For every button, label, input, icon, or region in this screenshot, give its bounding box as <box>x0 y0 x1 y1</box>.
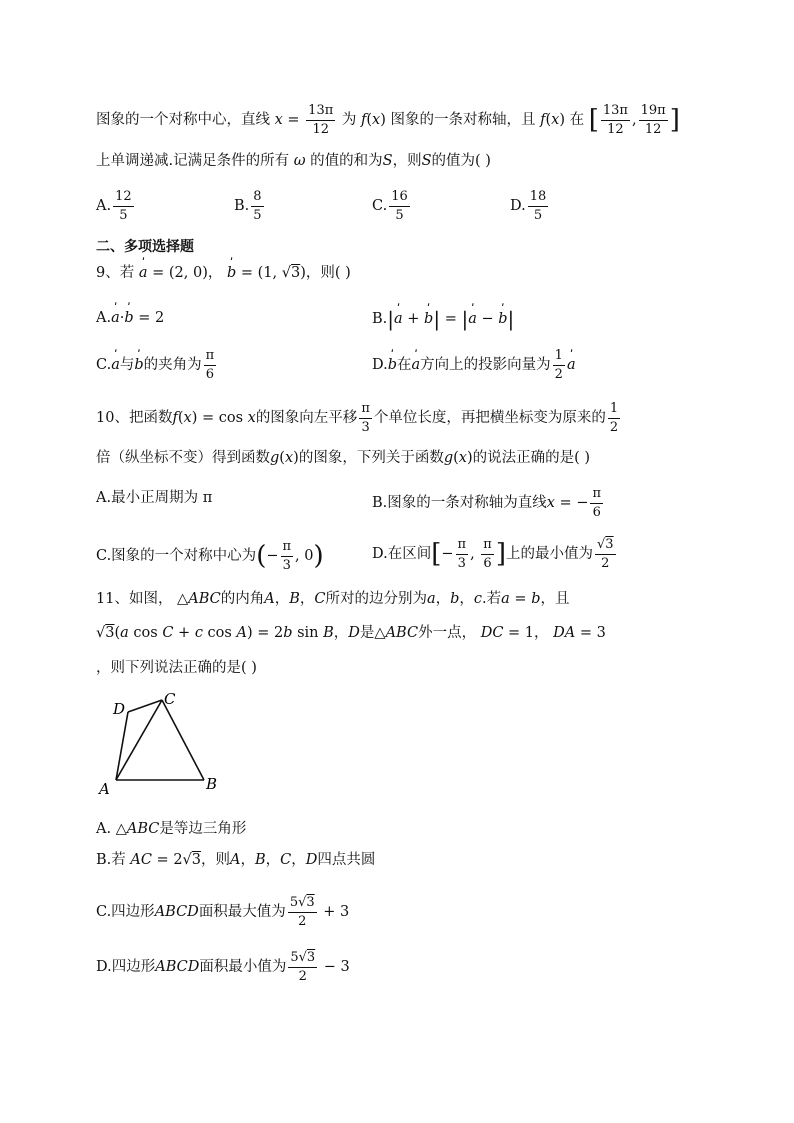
q9-option-a: A.ˈ a·ˈ b = 2 <box>96 311 164 326</box>
q10-stem: 10、把函数f(x) = cos x的图象向左平移 $\frac{\pi}{3}$ 个单位长度，再把横坐标变为原来的 $\frac{1}{2}$ <box>96 401 619 435</box>
q9-optc-c: 的夹角为 <box>143 357 202 374</box>
q9-stem-c: ，则( ) <box>305 265 351 281</box>
q10-optc: C.图象的一个对称中心为 <box>96 548 257 565</box>
q11-optb-a: B.若 <box>96 852 126 868</box>
q9-optd-b: 在 <box>397 357 412 374</box>
q10-option-a: A.最小正周期为 π <box>96 490 213 506</box>
label-d: D <box>113 700 126 718</box>
q9-option-b: B.|ˈ a + ˈ b| = |ˈ a − ˈ b| <box>372 309 514 329</box>
math: f <box>360 112 367 129</box>
q9-stem: 9、若 ˈ a = (2, 0)， ˈ b = (1, √3)，则( ) <box>96 266 351 281</box>
option-num: 18 <box>528 190 549 207</box>
q11-option-c: C.四边形ABCD面积最大值为 $\frac{5√3}{2}$ + 3 <box>96 895 350 929</box>
q8-line2-b: 的值的和为 <box>310 153 383 169</box>
option-den: 5 <box>119 207 128 223</box>
q11-line2: √3(a cos C + c cos A) = 2b sin B，D是△ABC外一点， DC = 1， DA = 3 <box>96 625 606 641</box>
option-label: A. <box>96 198 112 215</box>
q8-text-a: 图象的一个对称中心，直线 <box>96 112 270 129</box>
q8-line2-c: ，则 <box>392 153 422 169</box>
q8-line2-d: 的值为( ) <box>431 153 491 169</box>
option-den: 5 <box>533 207 543 223</box>
q11-stem-e: ，且 <box>540 591 570 607</box>
q10-option-b: B.图象的一条对称轴为直线x = − $\frac{\pi}{6}$ <box>372 486 602 520</box>
q10-line2-c: 的说法正确的是( ) <box>472 450 591 466</box>
math: x <box>274 112 283 129</box>
q10-optd-a: D.在区间 <box>372 546 432 563</box>
q9-stem-b: ， <box>207 265 223 281</box>
option-num: 12 <box>113 190 134 207</box>
q11-option-a: A. △ABC是等边三角形 <box>96 821 247 837</box>
q11-stem-a: 11、如图， <box>96 591 173 607</box>
q8-option-b <box>234 190 266 222</box>
math: f <box>540 112 546 129</box>
option-den: 5 <box>395 207 404 223</box>
q11-line2-d: 外一点， <box>418 625 477 641</box>
q8-text-d: 在 <box>569 112 585 129</box>
q11-option-b: B.若 AC = 2√3，则A，B，C，D四点共圆 <box>96 852 376 868</box>
q11-stem-b: 的内角 <box>220 591 265 607</box>
q8-text-b: 为 <box>341 112 357 129</box>
q10-stem-a: 10、把函数 <box>96 410 173 427</box>
q11-opta-b: 是等边三角形 <box>159 821 247 837</box>
option-label: A. <box>96 310 112 326</box>
q9-stem-a: 9、若 <box>96 265 135 281</box>
option-label: B. <box>372 311 388 327</box>
q10-option-d: D.在区间[− $\frac{\pi}{3}$ , $\frac{\pi}{6}$ ]上的最小值为 $\frac{√3}{2}$ <box>372 537 614 571</box>
q9-optd-c: 方向上的投影向量为 <box>420 357 551 374</box>
q11-line3: ，则下列说法正确的是( ) <box>96 660 257 676</box>
q11-stem-c: 所对的边分别为 <box>325 591 427 607</box>
option-label: D. <box>510 198 526 215</box>
math: ω <box>293 153 306 169</box>
q10-stem-c: 个单位长度，再把横坐标变为原来的 <box>373 410 606 427</box>
option-num: 8 <box>251 190 263 207</box>
q11-opta-a: A. <box>96 821 112 837</box>
fraction: $\frac{13\pi}{12}$ <box>308 103 334 137</box>
q8-line2: 上单调递减.记满足条件的所有 ω 的值的和为S，则S的值为( ) <box>96 153 491 169</box>
q10-line2-b: 的图象，下列关于函数 <box>298 450 444 466</box>
q10-optb: B.图象的一条对称轴为直线 <box>372 495 547 512</box>
q8-option-a <box>96 190 136 222</box>
q8-line1: 图象的一个对称中心，直线 x = $\frac{13\pi}{12}$ 为 f(x) 图象的一条对称轴，且 f(x) 在 [ $\frac{13\pi}{12}$ , $\frac{19\pi}{12}$ ] <box>96 103 680 137</box>
option-den: 5 <box>253 207 262 223</box>
q11-optd: D.四边形 <box>96 959 156 976</box>
bracket: [ <box>588 105 599 136</box>
q10-stem-b: 的图象向左平移 <box>255 410 358 427</box>
q10-opta: A.最小正周期为 <box>96 490 199 506</box>
triangle-figure <box>96 688 226 798</box>
q8-option-c <box>372 190 412 222</box>
q9-optc-b: 与 <box>119 357 135 374</box>
q10-line2-a: 倍（纵坐标不变）得到函数 <box>96 450 270 466</box>
q8-option-d <box>510 190 550 222</box>
label-b: B <box>206 775 218 793</box>
q11-stem: 11、如图， △ABC的内角A，B，C所对的边分别为a，b，c.若a = b，且 <box>96 591 570 607</box>
section-title: 二、多项选择题 <box>96 239 194 255</box>
option-label: C. <box>372 198 388 215</box>
q11-optb-c: 四点共圆 <box>317 852 376 868</box>
q10-option-c: C.图象的一个对称中心为(− $\frac{\pi}{3}$ , 0) <box>96 539 324 573</box>
option-label: C. <box>96 357 112 374</box>
option-label: D. <box>372 357 388 374</box>
q11-optc: C.四边形 <box>96 904 155 921</box>
label-a: A <box>99 780 110 798</box>
q9-option-d: D.ˈ b在ˈ a方向上的投影向量为 $\frac{1}{2}$ ˈ a <box>372 349 576 381</box>
q11-optc-b: 面积最大值为 <box>198 904 286 921</box>
q11-line2-b: ， <box>333 625 349 641</box>
q8-text-c: 图象的一条对称轴，且 <box>390 112 536 129</box>
q8-line2-text: 上单调递减.记满足条件的所有 <box>96 153 290 169</box>
q11-optd-b: 面积最小值为 <box>199 959 287 976</box>
q9-option-c: C.ˈ a与ˈ b的夹角为 $\frac{\pi}{6}$ <box>96 349 218 381</box>
q11-line2-c: 是 <box>359 625 375 641</box>
q11-option-d: D.四边形ABCD面积最小值为 $\frac{5√3}{2}$ − 3 <box>96 950 350 984</box>
option-num: 16 <box>389 190 410 207</box>
q10-optd-b: 上的最小值为 <box>506 546 593 563</box>
q11-stem-d: .若 <box>482 591 502 607</box>
edge-c-b <box>162 700 204 780</box>
q10-line2: 倍（纵坐标不变）得到函数g(x)的图象，下列关于函数g(x)的说法正确的是( ) <box>96 450 591 466</box>
label-c: C <box>164 690 176 708</box>
option-label: B. <box>234 198 250 215</box>
q11-optb-b: ，则 <box>201 852 231 868</box>
